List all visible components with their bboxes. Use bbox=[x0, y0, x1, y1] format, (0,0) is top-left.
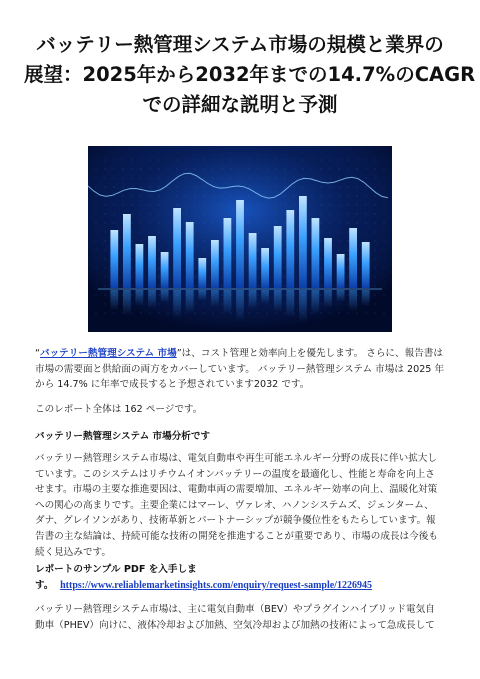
hero-bar bbox=[211, 240, 219, 288]
quote-mark: “ bbox=[35, 348, 40, 359]
hero-bar-reflection bbox=[148, 290, 156, 308]
title-line-3: での詳細な説明と予測 bbox=[142, 93, 338, 116]
hero-bar bbox=[324, 238, 332, 288]
hero-bar bbox=[249, 233, 257, 288]
hero-bar-reflection bbox=[186, 290, 194, 313]
sample-request-block bbox=[35, 562, 447, 593]
hero-bar-reflection bbox=[211, 290, 219, 307]
analysis-paragraph bbox=[35, 451, 447, 560]
closing-line: 動車（PHEV）向けに、液体冷却および加熱、空気冷却および加熱の技術によって急成長して bbox=[35, 619, 435, 631]
hero-bar bbox=[148, 236, 156, 288]
page-count-text: このレポート全体は 162 ページです。 bbox=[35, 404, 203, 415]
analysis-line: バッテリー熱管理システム市場は、電気自動車や再生可能エネルギー分野の成長に伴い拡大し bbox=[35, 453, 437, 464]
hero-bar-reflection bbox=[224, 290, 232, 315]
bar-graphic-illustration bbox=[88, 146, 392, 332]
hero-bar-reflection bbox=[249, 290, 257, 309]
analysis-line: ダナ、グレイソンがあり、技術革新とパートナーシップが競争優位性をもたらしています。報 bbox=[35, 515, 436, 527]
hero-bar bbox=[286, 210, 294, 288]
hero-bar bbox=[136, 244, 144, 288]
hero-bar bbox=[337, 254, 345, 288]
hero-bar-reflection bbox=[110, 290, 118, 310]
hero-bar bbox=[123, 214, 131, 288]
title-line-1: バッテリー熱管理システム市場の規模と業界の bbox=[36, 33, 444, 56]
hero-bar-reflection bbox=[362, 290, 370, 306]
closing-paragraph bbox=[35, 602, 447, 633]
hero-bar-reflection bbox=[324, 290, 332, 308]
sample-heading-line-1: レポートのサンプル PDF を入手しま bbox=[35, 564, 197, 575]
hero-bar bbox=[236, 200, 244, 288]
hero-image bbox=[88, 146, 392, 332]
analysis-line: 告書の主な結論は、持続可能な技術の開発を推進することが重要であり、市場の成長は今後も bbox=[35, 530, 438, 542]
market-link[interactable]: バッテリー熱管理システム 市場 bbox=[39, 348, 177, 359]
sample-request-link[interactable]: https://www.reliablemarketinsights.com/enquiry/request-sample/1226945 bbox=[60, 579, 372, 591]
hero-bar bbox=[299, 196, 307, 288]
hero-bar bbox=[274, 226, 282, 288]
intro-line-3: から 14.7% に年率で成長すると予想されています2032 です。 bbox=[35, 379, 310, 391]
hero-bar-reflection bbox=[312, 290, 320, 315]
page-title bbox=[24, 30, 476, 120]
hero-bar-reflection bbox=[274, 290, 282, 312]
hero-bar bbox=[173, 208, 181, 288]
hero-bar-reflection bbox=[136, 290, 144, 305]
hero-bar-reflection bbox=[198, 290, 206, 301]
hero-bar bbox=[161, 252, 169, 288]
hero-bar-reflection bbox=[261, 290, 269, 304]
analysis-heading: バッテリー熱管理システム 市場分析です bbox=[35, 431, 211, 442]
analysis-line: せます。市場の主要な推進要因は、電動車両の需要増加、エネルギー効率の向上、温暖化対策 bbox=[35, 484, 438, 496]
hero-bar bbox=[362, 242, 370, 288]
hero-bar-reflection bbox=[161, 290, 169, 303]
hero-bar-reflection bbox=[173, 290, 181, 318]
hero-bar-reflection bbox=[286, 290, 294, 317]
analysis-line: への関心の高まりです。主要企業にはマーレ、ヴァレオ、ハノンシステムズ、ジェンターム、 bbox=[35, 499, 434, 511]
hero-bar bbox=[198, 258, 206, 288]
hero-bar bbox=[349, 228, 357, 288]
hero-bar bbox=[312, 218, 320, 288]
analysis-line: ています。このシステムはリチウムイオンバッテリーの温度を最適化し、性能と寿命を向上さ bbox=[35, 468, 435, 480]
intro-line-1: ”は、コスト管理と効率向上を優先します。 さらに、報告書は bbox=[176, 348, 443, 359]
title-line-2: 展望：2025年から2032年までの14.7%のCAGR bbox=[24, 63, 476, 86]
intro-paragraph bbox=[35, 346, 447, 393]
hero-bar-reflection bbox=[236, 290, 244, 321]
hero-bar-reflection bbox=[349, 290, 357, 311]
sample-heading-line-2: す。 bbox=[35, 579, 54, 591]
hero-bar bbox=[186, 222, 194, 288]
closing-line: バッテリー熱管理システム市場は、主に電気自動車（BEV）やプラグインハイブリッド電気自 bbox=[35, 604, 435, 615]
analysis-line: 続く見込みです。 bbox=[35, 546, 111, 558]
hero-bar-reflection bbox=[337, 290, 345, 302]
intro-line-2: 市場の需要面と供給面の両方をカバーしています。 バッテリー熱管理システム 市場は 2025 年 bbox=[35, 363, 445, 375]
hero-bar-reflection bbox=[123, 290, 131, 316]
hero-bar bbox=[110, 230, 118, 288]
hero-bar-reflection bbox=[299, 290, 307, 322]
hero-bar bbox=[261, 248, 269, 288]
hero-bar bbox=[224, 218, 232, 288]
